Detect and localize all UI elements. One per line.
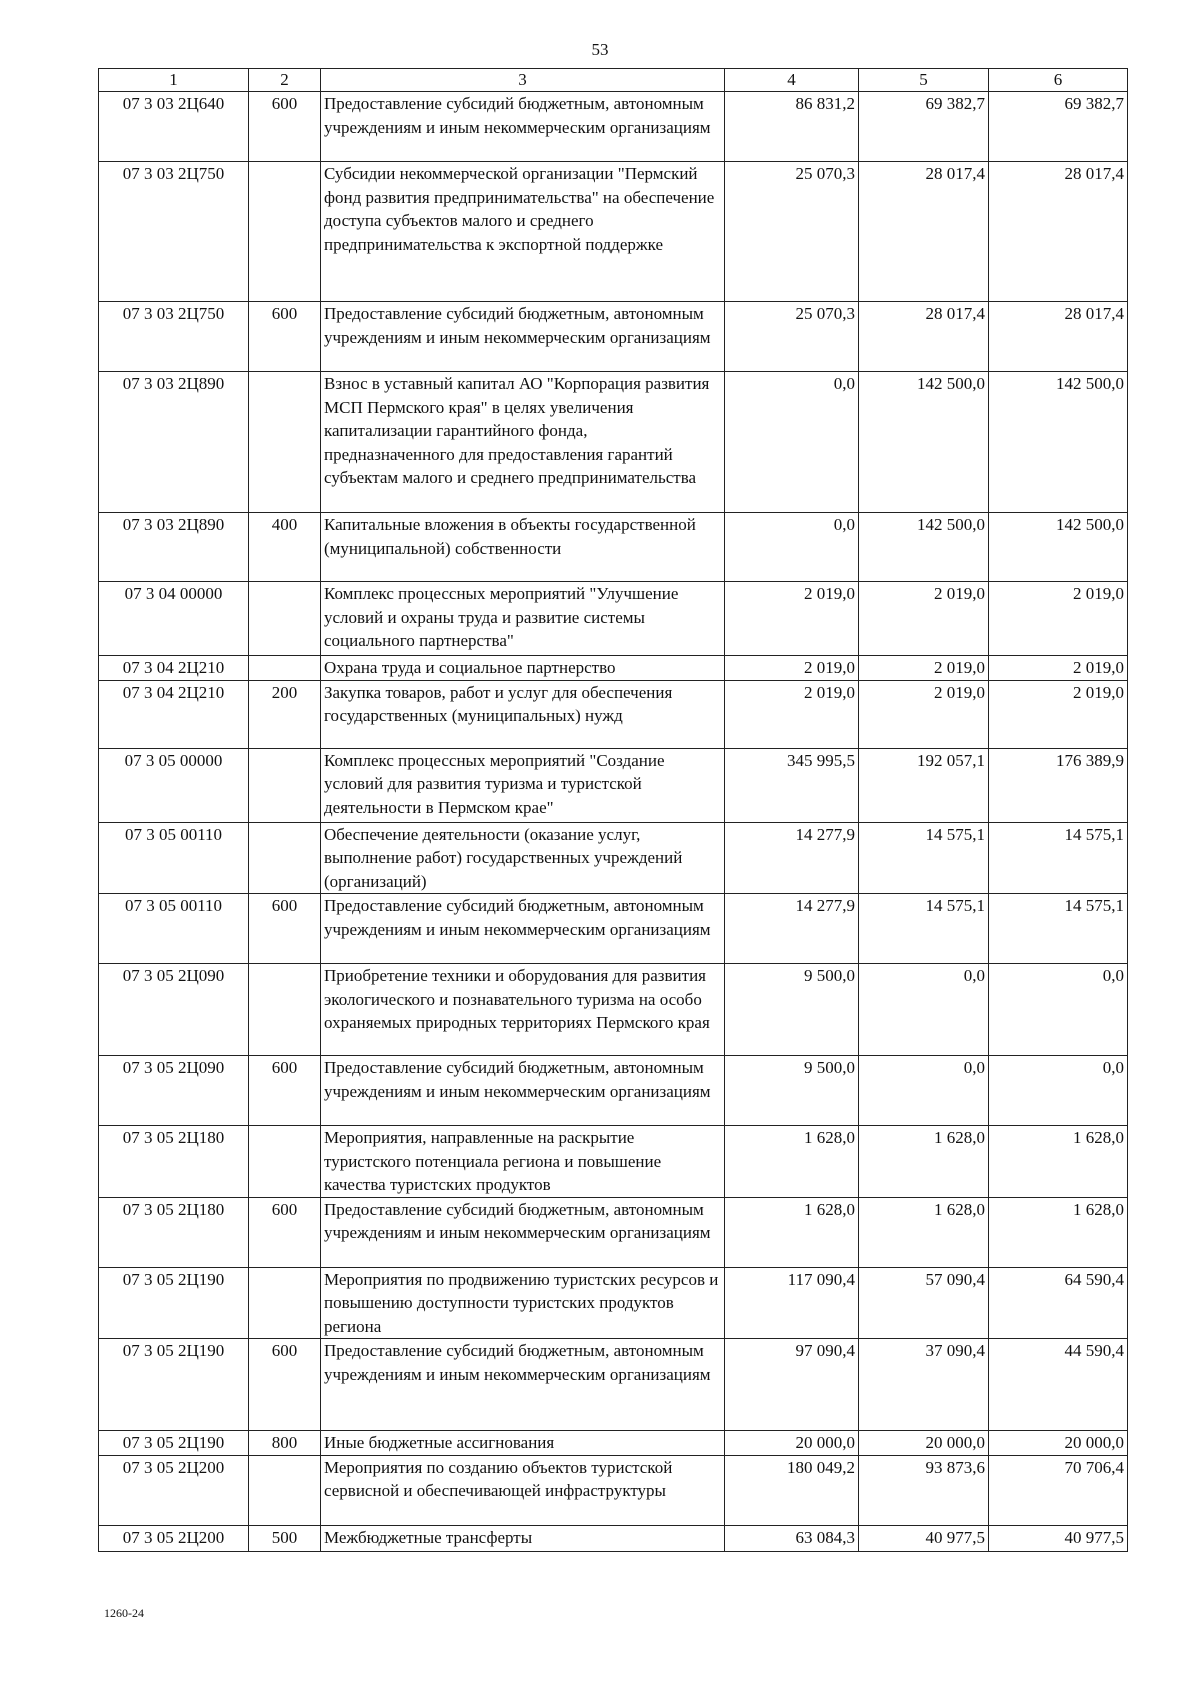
- description: Субсидии некоммерческой организации "Пермский фонд развития предпринимательства" на обеспечение доступа субъектов малого и среднего предпринимательства к экспортной поддержке: [321, 162, 725, 302]
- expense-type: [249, 822, 321, 894]
- expense-type: 600: [249, 1056, 321, 1126]
- table-row: [99, 822, 1128, 894]
- table-row: [99, 748, 1128, 822]
- expense-type: 500: [249, 1525, 321, 1551]
- amount-col6: 14 575,1: [989, 822, 1128, 894]
- description: Закупка товаров, работ и услуг для обеспечения государственных (муниципальных) нужд: [321, 680, 725, 748]
- amount-col5: 28 017,4: [859, 162, 989, 302]
- amount-col6: 0,0: [989, 964, 1128, 1056]
- amount-col5: 37 090,4: [859, 1339, 989, 1431]
- expense-type: [249, 162, 321, 302]
- expense-type: 600: [249, 894, 321, 964]
- table-row: [99, 1339, 1128, 1431]
- description: Предоставление субсидий бюджетным, автономным учреждениям и иным некоммерческим организациям: [321, 302, 725, 372]
- description: Охрана труда и социальное партнерство: [321, 656, 725, 681]
- amount-col4: 180 049,2: [725, 1455, 859, 1525]
- amount-col4: 1 628,0: [725, 1197, 859, 1267]
- table-row: [99, 162, 1128, 302]
- amount-col5: 69 382,7: [859, 92, 989, 162]
- amount-col6: 2 019,0: [989, 656, 1128, 681]
- description: Капитальные вложения в объекты государственной (муниципальной) собственности: [321, 513, 725, 582]
- table-row: [99, 1431, 1128, 1456]
- header-row: [99, 69, 1128, 92]
- target-code: 07 3 05 2Ц090: [99, 1056, 249, 1126]
- table-row: [99, 92, 1128, 162]
- target-code: 07 3 03 2Ц640: [99, 92, 249, 162]
- table-row: [99, 582, 1128, 656]
- amount-col5: 57 090,4: [859, 1267, 989, 1339]
- description: Мероприятия по созданию объектов туристской сервисной и обеспечивающей инфраструктуры: [321, 1455, 725, 1525]
- page-number: 53: [591, 40, 609, 59]
- column-header: 6: [989, 69, 1128, 92]
- target-code: 07 3 04 2Ц210: [99, 656, 249, 681]
- amount-col4: 9 500,0: [725, 1056, 859, 1126]
- amount-col4: 9 500,0: [725, 964, 859, 1056]
- description: Приобретение техники и оборудования для развития экологического и познавательного туризма на особо охраняемых природных территориях Пермского края: [321, 964, 725, 1056]
- column-header: 2: [249, 69, 321, 92]
- amount-col4: 97 090,4: [725, 1339, 859, 1431]
- table-row: [99, 1455, 1128, 1525]
- amount-col5: 192 057,1: [859, 748, 989, 822]
- amount-col4: 0,0: [725, 513, 859, 582]
- column-header: 1: [99, 69, 249, 92]
- amount-col6: 28 017,4: [989, 162, 1128, 302]
- target-code: 07 3 03 2Ц890: [99, 513, 249, 582]
- expense-type: 600: [249, 302, 321, 372]
- description: Обеспечение деятельности (оказание услуг, выполнение работ) государственных учреждений (организаций): [321, 822, 725, 894]
- expense-type: 600: [249, 92, 321, 162]
- amount-col5: 2 019,0: [859, 656, 989, 681]
- expense-type: [249, 1267, 321, 1339]
- target-code: 07 3 05 2Ц180: [99, 1197, 249, 1267]
- amount-col5: 28 017,4: [859, 302, 989, 372]
- expense-type: [249, 582, 321, 656]
- table-row: [99, 894, 1128, 964]
- table-row: [99, 1197, 1128, 1267]
- amount-col6: 142 500,0: [989, 372, 1128, 513]
- target-code: 07 3 04 00000: [99, 582, 249, 656]
- amount-col6: 69 382,7: [989, 92, 1128, 162]
- amount-col6: 40 977,5: [989, 1525, 1128, 1551]
- amount-col5: 20 000,0: [859, 1431, 989, 1456]
- table-row: [99, 1126, 1128, 1198]
- amount-col6: 14 575,1: [989, 894, 1128, 964]
- target-code: 07 3 03 2Ц750: [99, 162, 249, 302]
- amount-col4: 117 090,4: [725, 1267, 859, 1339]
- column-header: 4: [725, 69, 859, 92]
- target-code: 07 3 03 2Ц750: [99, 302, 249, 372]
- description: Комплекс процессных мероприятий "Создание условий для развития туризма и туристской деятельности в Пермском крае": [321, 748, 725, 822]
- amount-col6: 2 019,0: [989, 582, 1128, 656]
- column-header: 3: [321, 69, 725, 92]
- expense-type: [249, 748, 321, 822]
- description: Мероприятия, направленные на раскрытие туристского потенциала региона и повышение качества туристских продуктов: [321, 1126, 725, 1198]
- budget-table: [98, 68, 1128, 1552]
- description: Предоставление субсидий бюджетным, автономным учреждениям и иным некоммерческим организациям: [321, 1056, 725, 1126]
- amount-col4: 14 277,9: [725, 894, 859, 964]
- description: Комплекс процессных мероприятий "Улучшение условий и охраны труда и развитие системы социального партнерства": [321, 582, 725, 656]
- description: Предоставление субсидий бюджетным, автономным учреждениям и иным некоммерческим организациям: [321, 92, 725, 162]
- table-row: [99, 680, 1128, 748]
- amount-col6: 1 628,0: [989, 1197, 1128, 1267]
- expense-type: [249, 1126, 321, 1198]
- amount-col4: 86 831,2: [725, 92, 859, 162]
- description: Предоставление субсидий бюджетным, автономным учреждениям и иным некоммерческим организациям: [321, 1197, 725, 1267]
- target-code: 07 3 05 00000: [99, 748, 249, 822]
- amount-col4: 2 019,0: [725, 582, 859, 656]
- amount-col5: 142 500,0: [859, 513, 989, 582]
- amount-col6: 28 017,4: [989, 302, 1128, 372]
- amount-col5: 0,0: [859, 1056, 989, 1126]
- amount-col5: 0,0: [859, 964, 989, 1056]
- amount-col6: 70 706,4: [989, 1455, 1128, 1525]
- amount-col6: 64 590,4: [989, 1267, 1128, 1339]
- amount-col6: 2 019,0: [989, 680, 1128, 748]
- table-row: [99, 1525, 1128, 1551]
- target-code: 07 3 05 2Ц200: [99, 1455, 249, 1525]
- target-code: 07 3 05 00110: [99, 822, 249, 894]
- table-row: [99, 1056, 1128, 1126]
- amount-col4: 25 070,3: [725, 302, 859, 372]
- expense-type: [249, 964, 321, 1056]
- expense-type: 600: [249, 1339, 321, 1431]
- table-row: [99, 1267, 1128, 1339]
- amount-col4: 2 019,0: [725, 656, 859, 681]
- expense-type: 400: [249, 513, 321, 582]
- document-code: 1260-24: [104, 1606, 144, 1620]
- expense-type: 200: [249, 680, 321, 748]
- amount-col4: 0,0: [725, 372, 859, 513]
- description: Предоставление субсидий бюджетным, автономным учреждениям и иным некоммерческим организациям: [321, 894, 725, 964]
- amount-col6: 0,0: [989, 1056, 1128, 1126]
- expense-type: 600: [249, 1197, 321, 1267]
- description: Мероприятия по продвижению туристских ресурсов и повышению доступности туристских продуктов региона: [321, 1267, 725, 1339]
- table-row: [99, 513, 1128, 582]
- target-code: 07 3 05 2Ц090: [99, 964, 249, 1056]
- amount-col5: 1 628,0: [859, 1197, 989, 1267]
- amount-col5: 14 575,1: [859, 894, 989, 964]
- amount-col5: 142 500,0: [859, 372, 989, 513]
- column-header: 5: [859, 69, 989, 92]
- table-row: [99, 964, 1128, 1056]
- amount-col5: 40 977,5: [859, 1525, 989, 1551]
- amount-col4: 63 084,3: [725, 1525, 859, 1551]
- target-code: 07 3 05 2Ц180: [99, 1126, 249, 1198]
- amount-col4: 345 995,5: [725, 748, 859, 822]
- amount-col5: 93 873,6: [859, 1455, 989, 1525]
- amount-col6: 20 000,0: [989, 1431, 1128, 1456]
- expense-type: 800: [249, 1431, 321, 1456]
- target-code: 07 3 05 2Ц190: [99, 1339, 249, 1431]
- amount-col4: 25 070,3: [725, 162, 859, 302]
- amount-col6: 142 500,0: [989, 513, 1128, 582]
- target-code: 07 3 05 2Ц190: [99, 1431, 249, 1456]
- amount-col4: 20 000,0: [725, 1431, 859, 1456]
- amount-col5: 14 575,1: [859, 822, 989, 894]
- target-code: 07 3 03 2Ц890: [99, 372, 249, 513]
- amount-col6: 176 389,9: [989, 748, 1128, 822]
- target-code: 07 3 05 00110: [99, 894, 249, 964]
- amount-col5: 2 019,0: [859, 680, 989, 748]
- amount-col6: 1 628,0: [989, 1126, 1128, 1198]
- description: Межбюджетные трансферты: [321, 1525, 725, 1551]
- amount-col4: 14 277,9: [725, 822, 859, 894]
- amount-col4: 1 628,0: [725, 1126, 859, 1198]
- table-row: [99, 372, 1128, 513]
- target-code: 07 3 05 2Ц200: [99, 1525, 249, 1551]
- description: Предоставление субсидий бюджетным, автономным учреждениям и иным некоммерческим организациям: [321, 1339, 725, 1431]
- amount-col5: 2 019,0: [859, 582, 989, 656]
- amount-col4: 2 019,0: [725, 680, 859, 748]
- amount-col5: 1 628,0: [859, 1126, 989, 1198]
- expense-type: [249, 1455, 321, 1525]
- expense-type: [249, 656, 321, 681]
- amount-col6: 44 590,4: [989, 1339, 1128, 1431]
- expense-type: [249, 372, 321, 513]
- table-row: [99, 656, 1128, 681]
- target-code: 07 3 05 2Ц190: [99, 1267, 249, 1339]
- description: Взнос в уставный капитал АО "Корпорация развития МСП Пермского края" в целях увеличения капитализации гарантийного фонда, предназначенного для предоставления гарантий субъектам малого и среднего предпринимательства: [321, 372, 725, 513]
- table-row: [99, 302, 1128, 372]
- target-code: 07 3 04 2Ц210: [99, 680, 249, 748]
- description: Иные бюджетные ассигнования: [321, 1431, 725, 1456]
